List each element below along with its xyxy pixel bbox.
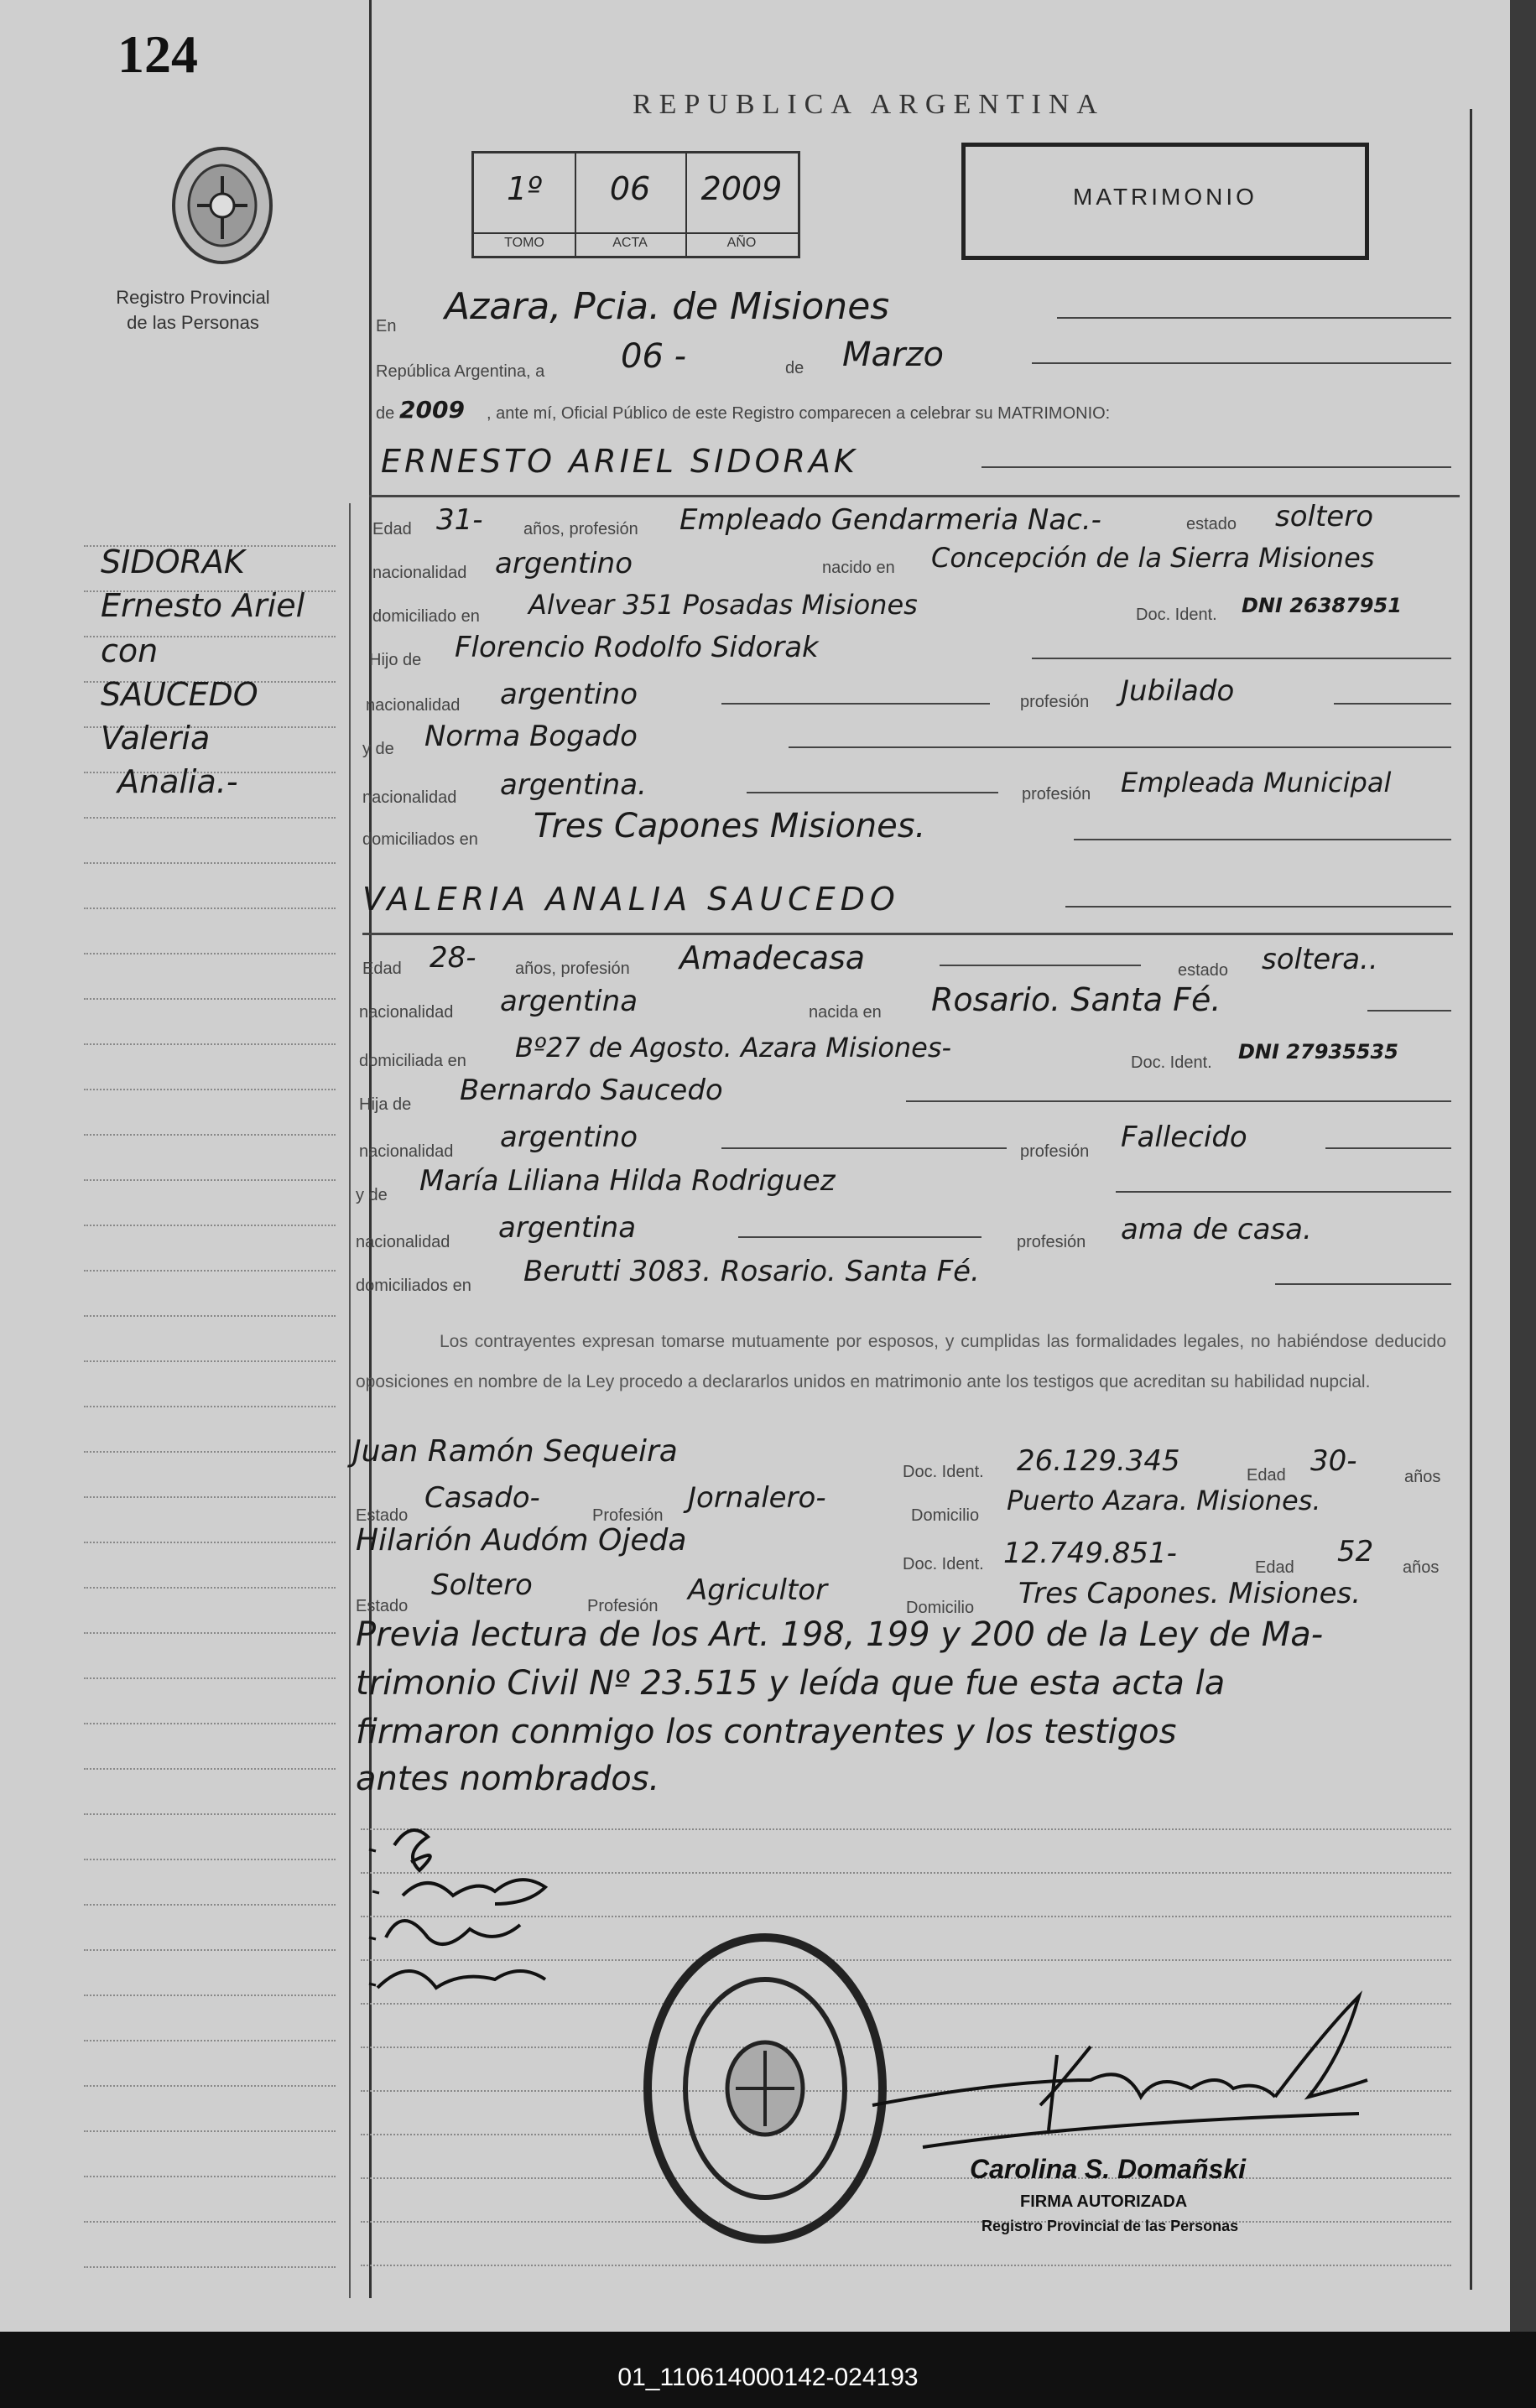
groom-father-label: Hijo de [369,651,422,669]
groom-mother: Norma Bogado [424,720,638,753]
margin-note-line: Analia.- [117,763,238,800]
official-registry: Registro Provincial de las Personas [981,2218,1239,2234]
witness-2-doc: 12.749.851- [1003,1537,1177,1570]
margin-rule-line [84,1995,336,1996]
bride-address: Bº27 de Agosto. Azara Misiones- [515,1032,952,1064]
witness-1-domicile: Puerto Azara. Misiones. [1007,1485,1321,1516]
bride-mother-profession-label: profesión [1017,1233,1086,1251]
party-signatures [352,1812,604,2063]
bride-father-profession: Fallecido [1121,1121,1247,1154]
closing-line: Previa lectura de los Art. 198, 199 y 200 de la Ley de Ma- [356,1615,1324,1654]
bride-father-nationality-label: nacionalidad [359,1142,454,1161]
acta-cell [575,153,687,256]
bride-parents-domicile: Berutti 3083. Rosario. Santa Fé. [523,1255,980,1288]
year-value: 2009 [399,396,465,424]
groom-birthplace: Concepción de la Sierra Misiones [931,542,1375,574]
official-title: FIRMA AUTORIZADA [1020,2192,1188,2211]
filename-caption: 01_110614000142-024193 [617,2364,919,2391]
witness-2-name: Hilarión Audóm Ojeda [356,1523,687,1558]
bride-nationality: argentina [500,985,638,1018]
groom-nationality: argentino [495,547,633,580]
groom-mother-nationality-label: nacionalidad [362,788,457,807]
margin-rule-line [84,1315,336,1317]
margin-rule-line [84,1677,336,1679]
margin-rule-line [84,1632,336,1634]
bride-anos-profesion-label: años, profesión [515,960,630,978]
margin-rule-line [84,2130,336,2132]
place-value: Azara, Pcia. de Misiones [445,285,890,328]
witness-1-edad-label: Edad [1247,1466,1286,1485]
witness-2-domicilio-label: Domicilio [906,1599,975,1617]
margin-rule-line [84,1859,336,1860]
witness-1-domicilio-label: Domicilio [911,1506,980,1525]
witness-1-doc: 26.129.345 [1017,1444,1180,1478]
coat-of-arms-icon [168,143,277,268]
groom-nacionalidad-label: nacionalidad [372,564,467,582]
witness-1-estado-label: Estado [356,1506,409,1525]
year-de-label: de [376,404,395,423]
day-value: 06 - [621,337,687,376]
bride-father-nationality: argentino [500,1121,638,1154]
groom-mother-profession: Empleada Municipal [1121,767,1392,798]
margin-rule-line [84,2176,336,2177]
bride-profession: Amadecasa [679,939,866,976]
margin-rule-line [84,1225,336,1226]
groom-status: soltero [1275,500,1373,533]
official-signature [839,1979,1376,2172]
margin-rule-line [84,1723,336,1724]
margin-rule-line [84,953,336,954]
margin-rule-line [84,1406,336,1407]
bride-mother-label: y de [356,1186,388,1204]
bride-estado-label: estado [1178,961,1229,980]
closing-line: firmaron conmigo los contrayentes y los testigos [356,1713,1177,1751]
witness-1-age: 30- [1310,1444,1357,1478]
body-rule-line [361,2221,1451,2223]
acta-box [471,151,800,258]
margin-note-line: SIDORAK [101,543,245,580]
margin-rule-line [84,1043,336,1045]
margin-note-line: Ernesto Ariel [101,587,305,624]
witness-2-edad-label: Edad [1255,1558,1294,1577]
official-name: Carolina S. Domañski [970,2154,1246,2184]
margin-rule-line [84,817,336,819]
margin-rule-line [84,1949,336,1951]
margin-rule-line [84,2221,336,2223]
margin-note-line: con [101,632,159,669]
groom-estado-label: estado [1186,515,1237,533]
witness-2-status: Soltero [431,1568,533,1602]
bride-birthplace: Rosario. Santa Fé. [931,981,1221,1018]
witness-1-profession: Jornalero- [688,1481,826,1515]
groom-age: 31- [436,503,483,537]
tomo-label: TOMO [474,232,575,251]
bride-father-profession-label: profesión [1020,1142,1090,1161]
body-rule-line [361,2177,1451,2179]
bride-status: soltera.. [1262,943,1378,976]
country-title: REPUBLICA ARGENTINA [633,89,1105,120]
margin-rule-line [84,1904,336,1906]
margin-rule-line [84,2085,336,2087]
closing-line: antes nombrados. [356,1760,660,1798]
margin-note-line: Valeria [101,720,211,757]
margin-rule-line [84,1496,336,1498]
bride-father: Bernardo Saucedo [460,1074,723,1107]
book-edge [1510,0,1536,2332]
groom-address: Alvear 351 Posadas Misiones [528,589,918,621]
groom-edad-label: Edad [372,520,412,538]
groom-anos-profesion-label: años, profesión [523,520,638,538]
groom-parents-domicile: Tres Capones Misiones. [534,807,926,845]
witness-2-age: 52 [1337,1535,1374,1568]
margin-rule-line [84,1542,336,1543]
groom-doc-label: Doc. Ident. [1136,606,1217,624]
witness-2-anos-label: años [1403,1558,1440,1577]
margin-rule-line [84,1768,336,1770]
groom-parents-domicile-label: domiciliados en [362,830,478,849]
groom-profession: Empleado Gendarmeria Nac.- [679,503,1101,537]
witness-1-status: Casado- [424,1481,540,1515]
groom-name: ERNESTO ARIEL SIDORAK [381,443,858,480]
body-rule-line [361,2265,1451,2266]
margin-rule-line [84,998,336,1000]
groom-nacido-label: nacido en [822,559,895,577]
margin-rule-line [84,2040,336,2041]
groom-mother-nationality: argentina. [500,768,647,802]
bride-age: 28- [430,941,476,975]
margin-rule-line [84,1089,336,1090]
margin-rule-line [84,1270,336,1272]
margin-rule-line [84,1587,336,1589]
margin-rule-line [84,1451,336,1453]
month-value: Marzo [842,335,944,374]
bride-edad-label: Edad [362,960,402,978]
bride-doc-label: Doc. Ident. [1131,1053,1212,1072]
record-type: MATRIMONIO [1073,184,1257,210]
bride-parents-domicile-label: domiciliados en [356,1277,471,1295]
bride-nacionalidad-label: nacionalidad [359,1003,454,1022]
witness-1-name: Juan Ramón Sequeira [352,1434,678,1469]
bride-mother-nationality-label: nacionalidad [356,1233,450,1251]
right-margin-rule [1470,109,1472,2290]
margin-rule-line [84,908,336,909]
ano-value: 2009 [700,170,783,207]
witness-2-profesion-label: Profesión [587,1597,659,1615]
groom-mother-profession-label: profesión [1022,785,1091,804]
acta-value: 06 [609,170,651,207]
bride-domiciliada-label: domiciliada en [359,1052,466,1070]
acta-label: ACTA [575,232,685,251]
margin-rule-line [84,1134,336,1136]
groom-father-profession: Jubilado [1121,674,1235,708]
groom-mother-label: y de [362,740,394,758]
tomo-value: 1º [506,170,543,207]
page-number: 124 [117,24,198,84]
margin-rule-line [84,2266,336,2268]
margin-rule-line [84,1179,336,1181]
margin-note-line: SAUCEDO [101,676,258,713]
witness-1-anos-label: años [1404,1468,1441,1486]
witness-2-profession: Agricultor [688,1573,828,1607]
bride-father-label: Hija de [359,1095,412,1114]
intro-text: , ante mí, Oficial Público de este Registro comparecen a celebrar su MATRIMONIO: [487,404,1111,423]
bride-name: VALERIA ANALIA SAUCEDO [362,881,900,918]
republica-label: República Argentina, a [376,362,545,381]
witness-1-doc-label: Doc. Ident. [903,1463,984,1481]
de-label: de [785,359,804,377]
groom-father: Florencio Rodolfo Sidorak [455,631,819,664]
margin-rule-line [84,862,336,864]
bride-doc: DNI 27935535 [1238,1040,1398,1064]
declaration-text: Los contrayentes expresan tomarse mutuamente por esposos, y cumplidas las formalidades legales, no habiéndose deducido oposiciones en nombre de la Ley procedo a declararlos unidos en matrimonio ante los testigos que acreditan su habilidad nupcial. [356,1332,1446,1391]
ano-label: AÑO [685,232,798,251]
inner-margin-rule [349,503,351,2298]
registry-label: Registro Provincial de las Personas [116,287,270,333]
tomo-cell [474,153,576,256]
witness-2-doc-label: Doc. Ident. [903,1555,984,1573]
record-type-box [961,143,1369,260]
groom-domiciliado-label: domiciliado en [372,607,480,626]
witness-1-profesion-label: Profesión [592,1506,664,1525]
en-label: En [376,317,397,335]
groom-father-profession-label: profesión [1020,693,1090,711]
bride-mother-profession: ama de casa. [1121,1213,1312,1246]
margin-rule-line [84,1360,336,1362]
closing-line: trimonio Civil Nº 23.515 y leída que fue esta acta la [356,1664,1226,1703]
bride-mother: María Liliana Hilda Rodriguez [419,1164,836,1198]
groom-father-nationality: argentino [500,678,638,711]
witness-2-domicile: Tres Capones. Misiones. [1018,1577,1362,1610]
groom-father-nationality-label: nacionalidad [366,696,461,715]
groom-doc: DNI 26387951 [1242,594,1402,617]
witness-2-estado-label: Estado [356,1597,409,1615]
bride-nacida-label: nacida en [809,1003,882,1022]
ano-cell [685,153,798,256]
margin-rule-line [84,1813,336,1815]
bride-mother-nationality: argentina [498,1211,637,1245]
